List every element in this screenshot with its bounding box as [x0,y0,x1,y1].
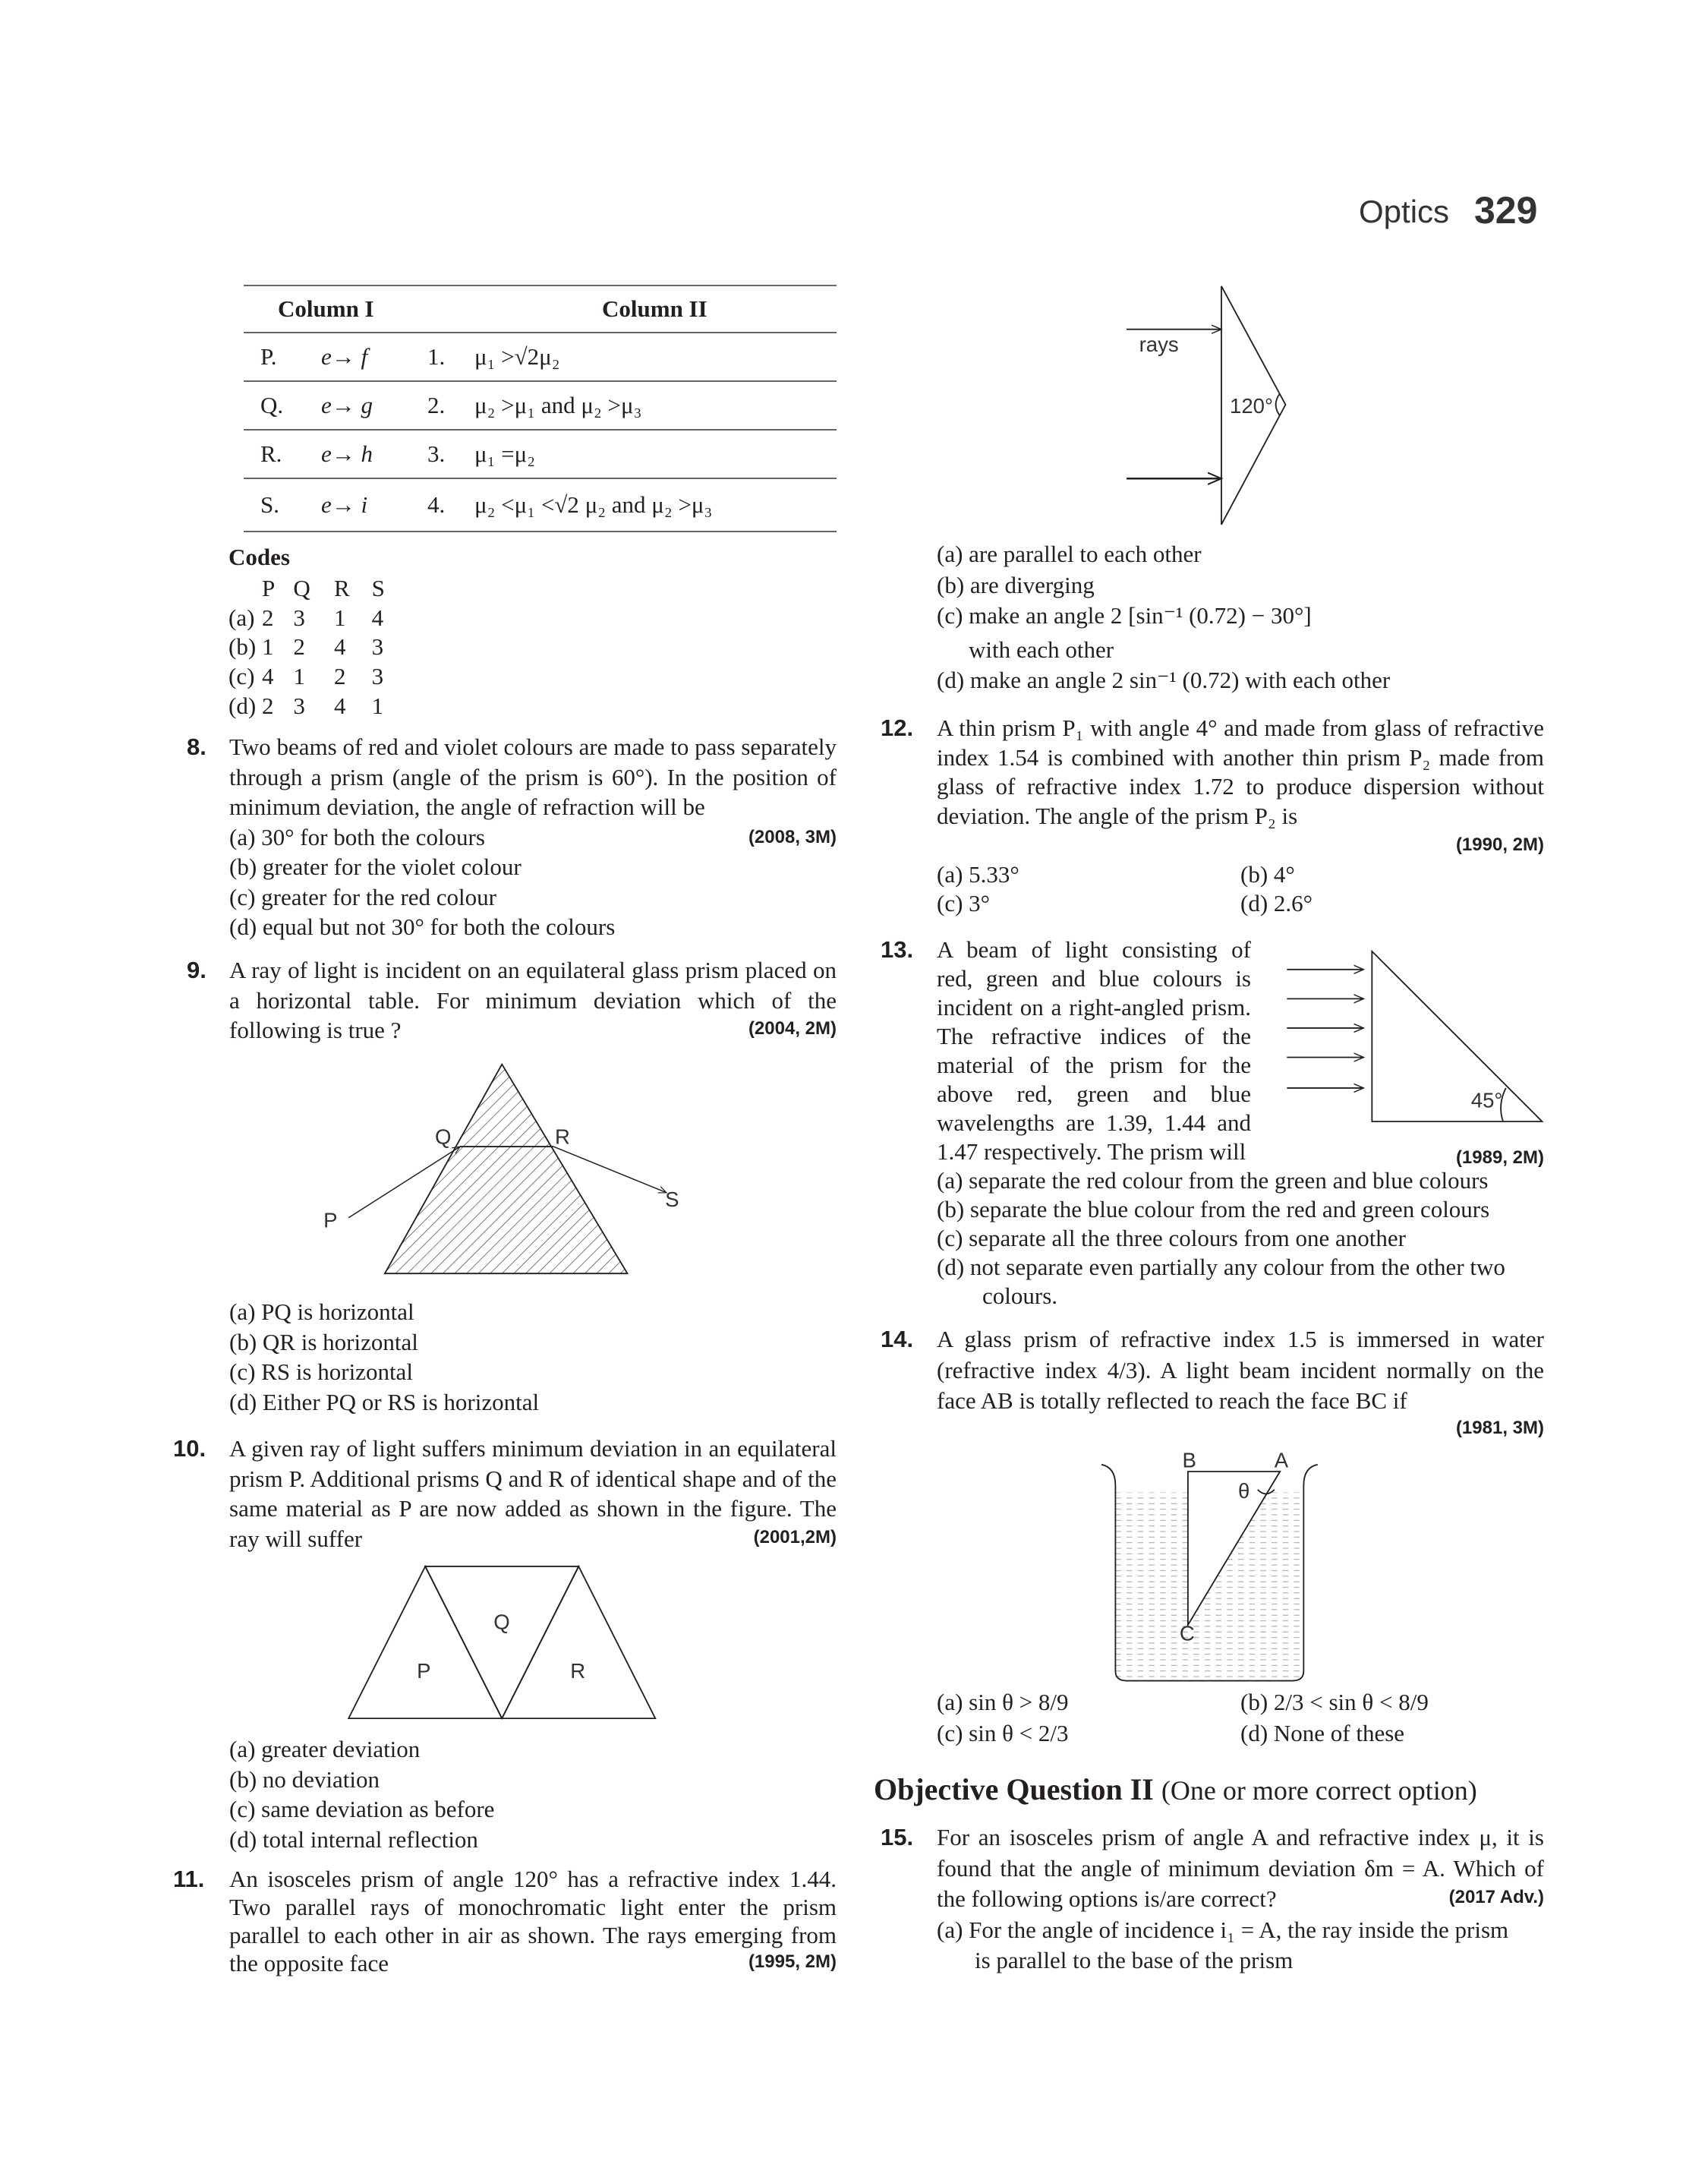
codes-head: S [371,575,385,602]
question-stem: A given ray of light suffers minimum deviation in an equilateral prism P. Additional prisms Q and R of identical shape and of the same material as P are now added as shown in the figure. The ray will suffer [229,1435,837,1552]
codes-head: Q [293,575,310,602]
q10-prisms-figure [348,1566,655,1718]
option: (a) 30° for both the colours [229,823,485,850]
year-tag: (1981, 3M) [1455,1417,1544,1438]
option: (b) greater for the violet colour [229,853,522,880]
label-a: A [1274,1448,1289,1472]
label-r: R [555,1125,570,1149]
option: (b) 4° [1240,860,1295,888]
section-heading-subtitle: (One or more correct option) [1161,1775,1477,1806]
q14-beaker-figure [1101,1449,1318,1681]
q13-prism-figure [1287,951,1542,1121]
option: (a) PQ is horizontal [229,1298,414,1325]
question-number: 10. [173,1435,206,1462]
option: (b) separate the blue colour from the red and green colours [937,1196,1490,1222]
option: (b) are diverging [937,571,1095,598]
code-row: (c) 4 1 2 3 [228,663,384,690]
year-tag: (1995, 2M) [748,1951,837,1972]
section-title: Optics [1359,194,1450,229]
label-b: B [1182,1448,1196,1472]
row-number: 2. [427,392,446,418]
option: (c) make an angle 2 [sin⁻¹ (0.72) − 30°] [937,602,1312,629]
angle-label: 45° [1470,1088,1503,1112]
question-stem: A glass prism of refractive index 1.5 is immersed in water (refractive index 4/3). A light beam incident normally on the face AB is totally reflected to reach the face BC if [937,1326,1544,1414]
option-continued: with each other [969,636,1114,663]
option: (d) 2.6° [1240,890,1313,916]
row-label: Q. [260,392,284,418]
label-p: P [417,1658,431,1683]
label-q: Q [435,1125,452,1149]
option: (c) separate all the three colours from one another [937,1225,1406,1251]
option: (c) 3° [937,890,991,916]
question-number: 11. [173,1866,205,1892]
label-q: Q [493,1610,510,1634]
year-tag: (2017 Adv.) [1448,1887,1544,1907]
codes-head: P [262,575,276,602]
question-number: 8. [187,733,206,760]
option: (a) greater deviation [229,1736,421,1762]
year-tag: (2001,2M) [753,1526,837,1547]
row-transition: e→ f [321,343,368,370]
option: (b) no deviation [229,1765,380,1793]
year-tag: (1989, 2M) [1455,1147,1544,1168]
q9-prism-figure [323,1065,679,1274]
angle-label: 120° [1230,393,1273,418]
code-row: (b) 1 2 4 3 [228,633,384,661]
row-condition: μ₁ =μ₂ [474,440,536,467]
section-heading-title: Objective Question II [874,1772,1154,1806]
code-row: (d) 2 3 4 1 [228,692,384,719]
question-number: 13. [881,936,914,963]
row-transition: e→ h [321,440,373,467]
q11-prism-figure [1127,286,1285,525]
row-condition: μ₂ <μ₁ <√2 μ₂ and μ₂ >μ₃ [474,491,713,518]
question-number: 9. [187,957,206,983]
option: (a) are parallel to each other [937,541,1202,567]
option: (a) 5.33° [937,860,1019,888]
option: (d) Either PQ or RS is horizontal [229,1388,540,1415]
question-stem: A beam of light consisting of red, green and blue colours is incident on a right-angled prism. The refractive indices of the material of the prism for the above red, green and blue wavelengths are 1.39, 1.44 and 1.47 respectively. The prism will [937,936,1251,1165]
option-continued: is parallel to the base of the prism [975,1947,1294,1973]
row-condition: μ₁ >√2μ₂ [474,343,560,370]
question-number: 12. [881,715,914,741]
option: (b) 2/3 < sin θ < 8/9 [1240,1689,1429,1715]
row-transition: e→ i [321,491,368,518]
option: (d) make an angle 2 sin⁻¹ (0.72) with each other [937,667,1391,693]
label-theta: θ [1238,1478,1250,1503]
rays-label: rays [1139,333,1179,357]
row-number: 4. [427,491,446,518]
option: (d) not separate even partially any colour from the other two [937,1254,1505,1280]
row-number: 1. [427,343,446,370]
option: (c) greater for the red colour [229,883,496,910]
label-r: R [570,1658,586,1683]
column-2-header: Column II [602,295,707,322]
label-c: C [1179,1621,1195,1645]
option: (d) equal but not 30° for both the colours [229,913,616,940]
option: (b) QR is horizontal [229,1328,418,1355]
option: (a) sin θ > 8/9 [937,1689,1069,1715]
row-condition: μ₂ >μ₁ and μ₂ >μ₃ [474,392,642,418]
column-1-header: Column I [278,295,374,322]
label-p: P [323,1208,338,1232]
option: (a) For the angle of incidence i₁ = A, the ray inside the prism [937,1916,1509,1943]
option: (a) separate the red colour from the green and blue colours [937,1167,1489,1194]
year-tag: (2004, 2M) [748,1018,837,1039]
question-stem: An isosceles prism of angle 120° has a refractive index 1.44. Two parallel rays of monochromatic light enter the prism parallel to each other in air as shown. The rays emerging from the opposite face [229,1866,837,1976]
option: (d) total internal reflection [229,1825,478,1853]
year-tag: (1990, 2M) [1455,834,1544,855]
row-transition: e→ g [321,392,373,418]
row-label: R. [260,440,282,467]
question-stem: A ray of light is incident on an equilateral glass prism placed on a horizontal table. For minimum deviation which of the following is true ? [229,957,837,1043]
option: (c) same deviation as before [229,1796,495,1822]
page-number: 329 [1474,189,1538,232]
option: (c) RS is horizontal [229,1358,413,1385]
label-s: S [665,1188,679,1212]
option-continued: colours. [982,1282,1058,1309]
code-row: (a) 2 3 1 4 [228,604,384,631]
option: (c) sin θ < 2/3 [937,1719,1069,1746]
option: (d) None of these [1240,1719,1405,1746]
question-number: 15. [881,1824,914,1850]
year-tag: (2008, 3M) [748,826,837,847]
row-number: 3. [427,440,446,467]
row-label: S. [260,491,279,518]
question-stem: Two beams of red and violet colours are made to pass separately through a prism (angle of the prism is 60°). In the position of minimum deviation, the angle of refraction will be [229,733,837,820]
question-stem: For an isosceles prism of angle A and refractive index μ, it is found that the angle of minimum deviation δm = A. Which of the following options is/are correct? [937,1824,1544,1912]
codes-title: Codes [228,544,290,570]
question-stem: A thin prism P₁ with angle 4° and made from glass of refractive index 1.54 is combined with another thin prism P₂ made from glass of refractive index 1.72 to produce dispersion without deviation. The angle of the prism P₂ is [937,715,1544,829]
codes-head: R [334,575,350,602]
question-number: 14. [881,1326,914,1352]
row-label: P. [260,343,277,370]
